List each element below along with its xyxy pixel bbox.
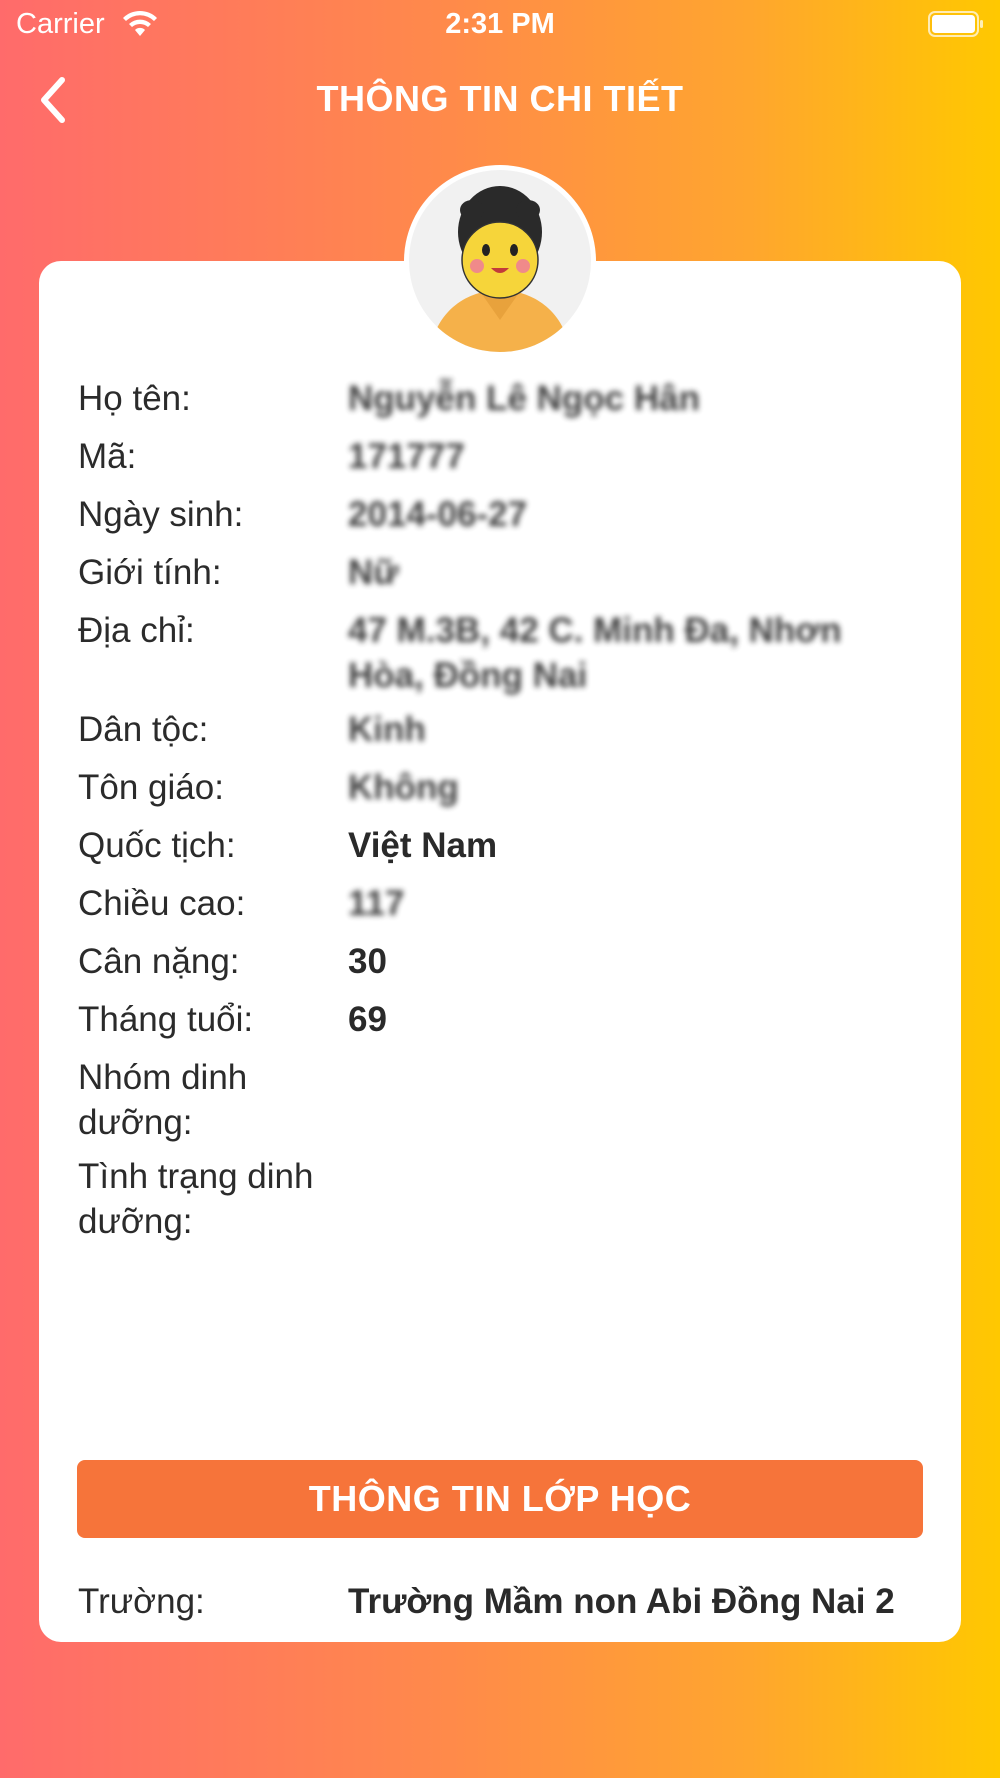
page-title: THÔNG TIN CHI TIẾT xyxy=(316,78,684,119)
info-value: Trường Mầm non Abi Đồng Nai 2 xyxy=(348,1582,895,1621)
student-detail-card xyxy=(39,261,961,1642)
avatar-frame xyxy=(404,165,596,357)
status-time: 2:31 PM xyxy=(445,8,555,40)
info-value: 2014-06-27 xyxy=(348,495,528,534)
info-value: 171777 xyxy=(348,437,465,476)
info-label: Tình trạng dinh dưỡng: xyxy=(78,1157,314,1241)
info-value: 47 M.3B, 42 C. Minh Đa, Nhơn Hòa, Đồng Nai xyxy=(348,611,842,695)
info-label: Quốc tịch: xyxy=(78,826,236,865)
class-info-button[interactable]: THÔNG TIN LỚP HỌC xyxy=(77,1460,923,1538)
info-value: 30 xyxy=(348,942,387,981)
info-label: Họ tên: xyxy=(78,379,191,418)
info-label: Giới tính: xyxy=(78,553,222,592)
info-label: Mã: xyxy=(78,437,137,476)
info-value: 69 xyxy=(348,1000,387,1039)
info-value: Không xyxy=(348,768,459,807)
info-value: Kinh xyxy=(348,710,426,749)
info-label: Tôn giáo: xyxy=(78,768,224,807)
info-label: Dân tộc: xyxy=(78,710,209,749)
info-label: Cân nặng: xyxy=(78,942,240,981)
nav-bar xyxy=(0,60,1000,140)
info-label: Tháng tuổi: xyxy=(78,1000,254,1039)
info-label: Địa chỉ: xyxy=(78,611,195,650)
info-value: Nữ xyxy=(348,553,399,592)
carrier-label: Carrier xyxy=(16,8,105,40)
avatar xyxy=(409,170,591,352)
info-label: Nhóm dinh dưỡng: xyxy=(78,1058,248,1142)
info-value: 117 xyxy=(348,884,405,923)
info-label: Trường: xyxy=(78,1582,205,1621)
info-label: Chiều cao: xyxy=(78,884,246,923)
info-value: Nguyễn Lê Ngọc Hân xyxy=(348,379,700,418)
info-label: Ngày sinh: xyxy=(78,495,244,534)
status-bar xyxy=(0,0,1000,50)
info-value: Việt Nam xyxy=(348,826,498,865)
battery-icon xyxy=(928,11,984,37)
